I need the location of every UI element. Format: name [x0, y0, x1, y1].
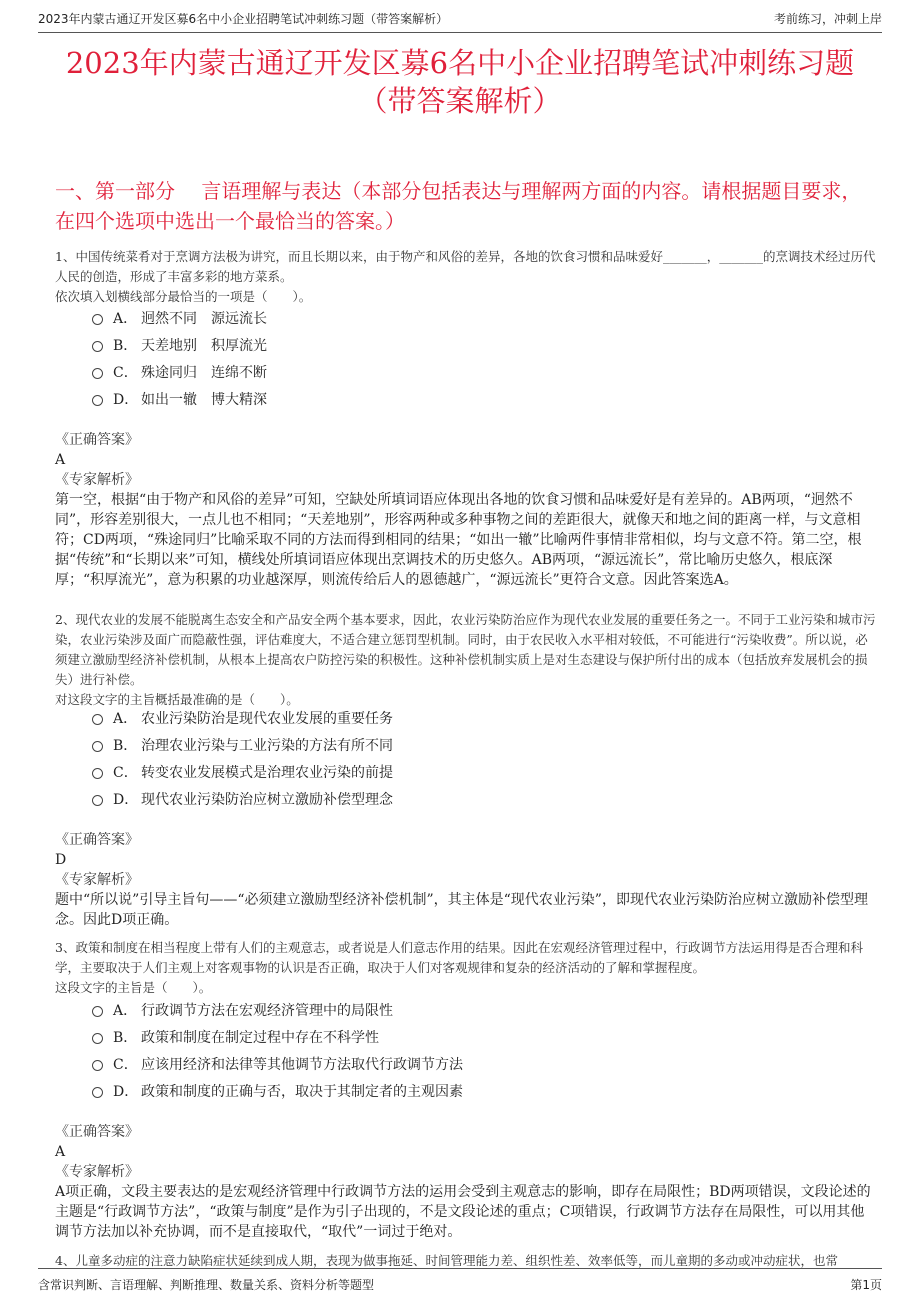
option-c[interactable]: C． 应该用经济和法律等其他调节方法取代行政调节方法: [92, 1050, 463, 1077]
option-d[interactable]: D． 如出一辙 博大精深: [92, 385, 267, 412]
analysis-text: A项正确，文段主要表达的是宏观经济管理中行政调节方法的运用会受到主观意志的影响，即存在局限性；BD两项错误，文段论述的主题是“行政调节方法”，“政策与制度”是作为引子出现的，不是文段论述的重点；C项错误，行政调节方法存在局限性，可以用其他调节方法加以补充协调，而不是直接取代，“取代”一词过于绝对。: [55, 1184, 871, 1240]
option-c[interactable]: C． 转变农业发展模式是治理农业污染的前提: [92, 758, 393, 785]
analysis-label: 《专家解析》: [55, 872, 139, 888]
radio-icon[interactable]: [92, 1033, 103, 1044]
title-line-2: （带答案解析）: [358, 84, 562, 118]
question-4-partial-stem: 4、儿童多动症的注意力缺陷症状延续到成人期，表现为做事拖延、时间管理能力差、组织性差、效率低等，而儿童期的多动或冲动症状，也常: [55, 1253, 838, 1268]
answer-label: 《正确答案》: [55, 1124, 139, 1140]
radio-icon[interactable]: [92, 714, 103, 725]
option-b[interactable]: B． 天差地别 积厚流光: [92, 331, 267, 358]
question-3-answer-block: [55, 1122, 878, 1242]
question-prompt: 依次填入划横线部分最恰当的一项是（ ）。: [55, 289, 312, 304]
answer-label: 《正确答案》: [55, 432, 139, 448]
option-a[interactable]: A． 行政调节方法在宏观经济管理中的局限性: [92, 996, 463, 1023]
page-header: [38, 10, 882, 33]
option-a[interactable]: A． 迥然不同 源远流长: [92, 304, 267, 331]
radio-icon[interactable]: [92, 1060, 103, 1071]
option-a[interactable]: A． 农业污染防治是现代农业发展的重要任务: [92, 704, 393, 731]
question-2-answer-block: [55, 830, 878, 930]
analysis-text: 题中“所以说”引导主旨句——“必须建立激励型经济补偿机制”，其主体是“现代农业污染”，即现代农业污染防治应树立激励补偿型理念。因此D项正确。: [55, 892, 868, 928]
radio-icon[interactable]: [92, 395, 103, 406]
radio-icon[interactable]: [92, 368, 103, 379]
radio-icon[interactable]: [92, 795, 103, 806]
option-b[interactable]: B． 政策和制度在制定过程中存在不科学性: [92, 1023, 463, 1050]
option-c[interactable]: C． 殊途同归 连绵不断: [92, 358, 267, 385]
question-1-stem-block: [55, 247, 880, 307]
radio-icon[interactable]: [92, 768, 103, 779]
header-doc-title: 2023年内蒙古通辽开发区募6名中小企业招聘笔试冲刺练习题（带答案解析）: [38, 12, 449, 26]
footer-question-types: 含常识判断、言语理解、判断推理、数量关系、资料分析等题型: [38, 1278, 375, 1292]
answer-value: A: [55, 452, 66, 468]
analysis-label: 《专家解析》: [55, 1164, 139, 1180]
page-footer: [38, 1268, 882, 1293]
question-3-stem-block: [55, 938, 880, 998]
answer-value: A: [55, 1144, 66, 1160]
answer-value: D: [55, 852, 67, 868]
radio-icon[interactable]: [92, 741, 103, 752]
question-prompt: 对这段文字的主旨概括最准确的是（ ）。: [55, 692, 299, 707]
option-b[interactable]: B． 治理农业污染与工业污染的方法有所不同: [92, 731, 393, 758]
section-heading: 一、第一部分 言语理解与表达（本部分包括表达与理解两方面的内容。请根据题目要求，在四个选项中选出一个最恰当的答案。）: [55, 179, 862, 233]
option-d[interactable]: D． 政策和制度的正确与否，取决于其制定者的主观因素: [92, 1077, 463, 1104]
question-1-options: [92, 304, 267, 412]
radio-icon[interactable]: [92, 341, 103, 352]
radio-icon[interactable]: [92, 314, 103, 325]
radio-icon[interactable]: [92, 1006, 103, 1017]
page-title: [40, 44, 880, 120]
radio-icon[interactable]: [92, 1087, 103, 1098]
page-number: 第1页: [850, 1278, 882, 1292]
title-line-1: 2023年内蒙古通辽开发区募6名中小企业招聘笔试冲刺练习题: [65, 46, 855, 80]
question-2-options: [92, 704, 393, 812]
option-d[interactable]: D． 现代农业污染防治应树立激励补偿型理念: [92, 785, 393, 812]
question-prompt: 这段文字的主旨是（ ）。: [55, 980, 212, 995]
header-slogan: 考前练习，冲刺上岸: [773, 12, 882, 26]
analysis-text: 第一空，根据“由于物产和风俗的差异”可知，空缺处所填词语应体现出各地的饮食习惯和品味爱好是有差异的。AB两项，“迥然不同”，形容差别很大，一点儿也不相同；“天差地别”，形容两种或多种事物之间的差距很大，就像天和地之间的距离一样，与文意相符；CD两项，“殊途同归”比喻采取不同的方法而得到相同的结果；“如出一辙”比喻两件事情非常相似，均与文意不符。第二空，根据“传统”和“长期以来”可知，横线处所填词语应体现出烹调技术的历史悠久。AB两项，“源远流长”，常比喻历史悠久，根底深厚；“积厚流光”，意为积累的功业越深厚，则流传给后人的恩德越广，“源远流长”更符合文意。因此答案选A。: [55, 492, 862, 588]
question-stem: 3、政策和制度在相当程度上带有人们的主观意志，或者说是人们意志作用的结果。因此在宏观经济管理过程中，行政调节方法运用得是否合理和科学，主要取决于人们主观上对客观事物的认识是否正确，取决于人们对客观规律和复杂的经济活动的了解和掌握程度。: [55, 940, 863, 975]
question-2-stem-block: [55, 610, 880, 710]
answer-label: 《正确答案》: [55, 832, 139, 848]
question-1-answer-block: [55, 430, 878, 590]
analysis-label: 《专家解析》: [55, 472, 139, 488]
question-stem: 1、中国传统菜肴对于烹调方法极为讲究，而且长期以来，由于物产和风俗的差异，各地的饮食习惯和品味爱好_______，_______的烹调技术经过历代人民的创造，形成了丰富多彩的地方菜系。: [55, 249, 876, 284]
question-3-options: [92, 996, 463, 1104]
question-stem: 2、现代农业的发展不能脱离生态安全和产品安全两个基本要求，因此，农业污染防治应作为现代农业发展的重要任务之一。不同于工业污染和城市污染，农业污染涉及面广而隐蔽性强，评估难度大，不适合建立惩罚型机制。同时，由于农民收入水平相对较低，不可能进行“污染收费”。所以说，必须建立激励型经济补偿机制，从根本上提高农户防控污染的积极性。这种补偿机制实质上是对生态建设与保护所付出的成本（包括放弃发展机会的损失）进行补偿。: [55, 612, 876, 687]
